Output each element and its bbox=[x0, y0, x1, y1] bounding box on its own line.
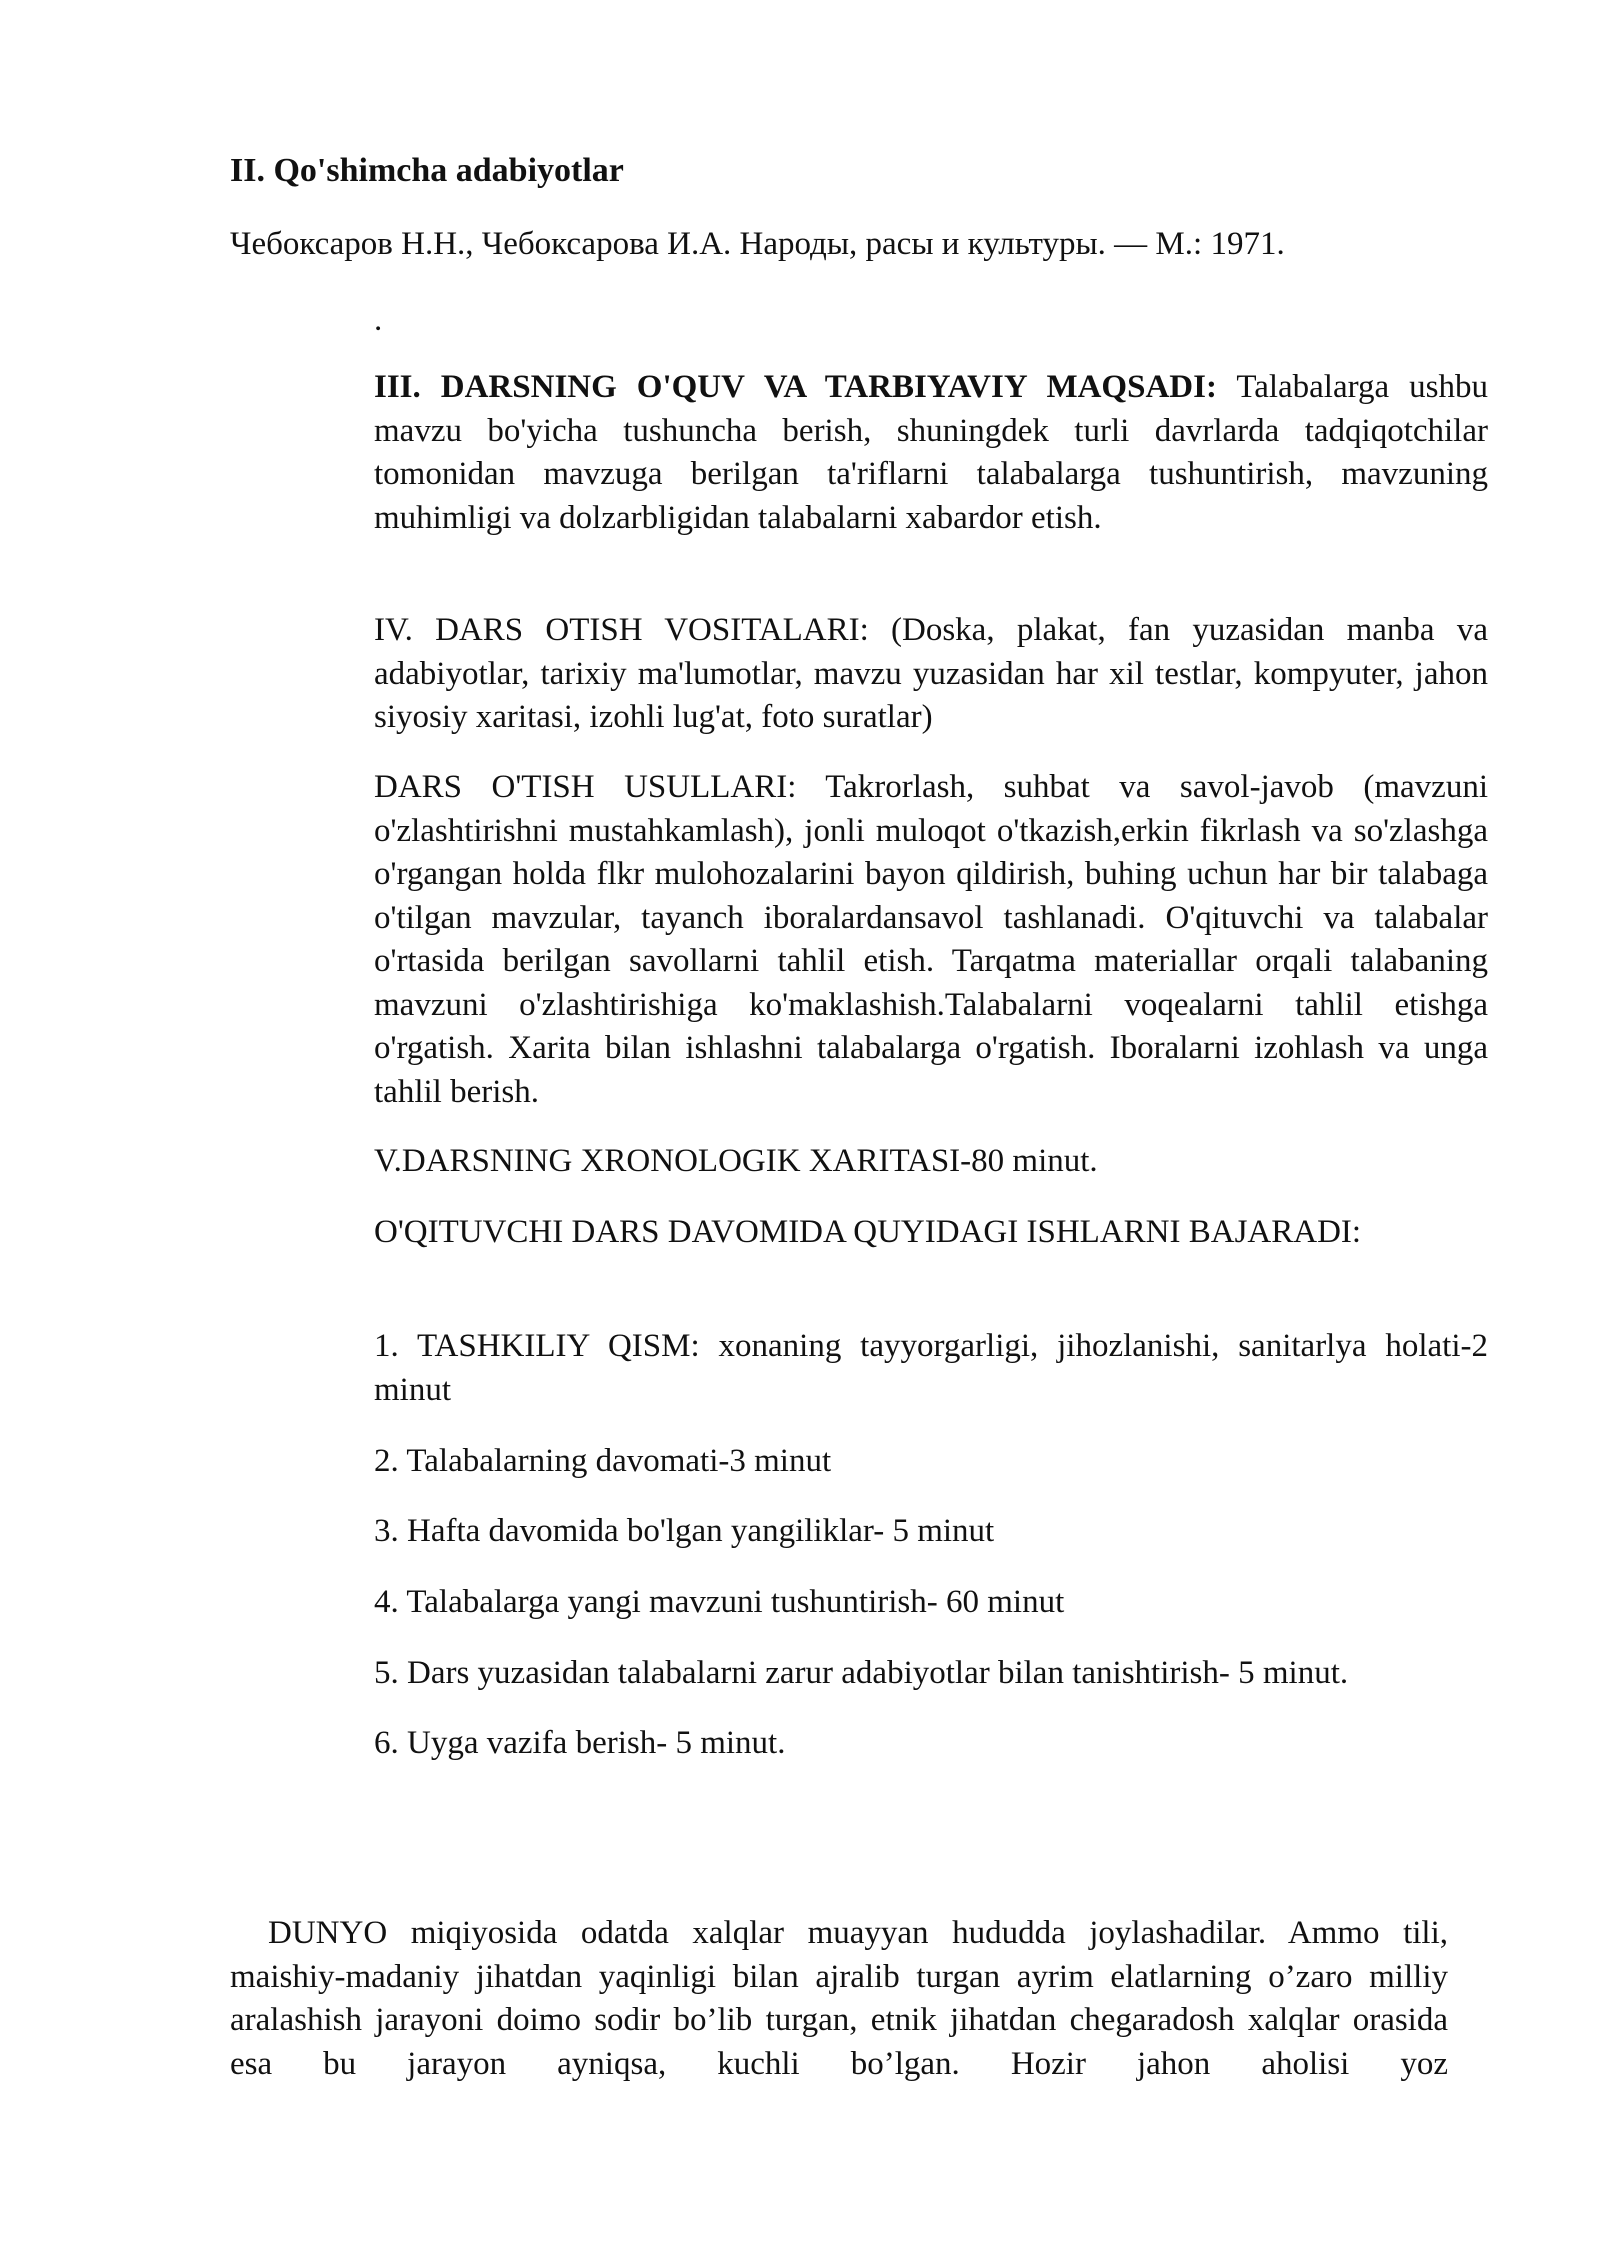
dot-marker: . bbox=[374, 302, 383, 338]
section-ii-heading: II. Qo'shimcha adabiyotlar bbox=[230, 152, 624, 189]
reference-entry: Чебоксаров Н.Н., Чебоксарова И.А. Народы, расы и культуры. — М.: 1971. bbox=[230, 226, 1285, 262]
section-iii-heading: III. DARSNING O'QUV VA TARBIYAVIY MAQSADI: bbox=[374, 369, 1217, 405]
methods-paragraph: DARS O'TISH USULLARI: Takrorlash, suhbat va savol-javob (mavzuni o'zlashtirishni mustahkamlash), jonli muloqot o'tkazish,erkin fikrlash va so'zlashga o'rgangan holda flkr mulohozalarini bayon qildirish, buhing uchun har bir talabaga o'tilgan mavzular, tayanch iboralardansavol tashlanadi. O'qituvchi va talabalar o'rtasida berilgan savollarni tahlil etish. Tarqatma materiallar orqali talabaning mavzuni o'zlashtirishiga ko'maklashish.Talabalarni voqealarni tahlil etishga o'rgatish. Xarita bilan ishlashni talabalarga o'rgatish. Iboralarni izohlash va unga tahlil berish. bbox=[374, 769, 1488, 1110]
timeline-item-6: 6. Uyga vazifa berish- 5 minut. bbox=[374, 1725, 786, 1761]
section-iv-paragraph: IV. DARS OTISH VOSITALARI: (Doska, plakat, fan yuzasidan manba va adabiyotlar, tarixiy ma'lumotlar, mavzu yuzasidan har xil testlar, kompyuter, jahon siyosiy xaritasi, izohli lug'at, foto suratlar) bbox=[374, 612, 1488, 735]
section-iii-text: Talabalarga ushbu mavzu bo'yicha tushuncha berish, shuningdek turli davrlarda tadqiqotchilar tomonidan mavzuga berilgan ta'riflarni talabalarga tushuntirish, mavzuning muhimligi va dolzarbligidan talabalarni xabardor etish. bbox=[374, 369, 1488, 536]
teacher-tasks-line: O'QITUVCHI DARS DAVOMIDA QUYIDAGI ISHLARNI BAJARADI: bbox=[374, 1214, 1362, 1250]
timeline-item-4: 4. Talabalarga yangi mavzuni tushuntirish- 60 minut bbox=[374, 1584, 1065, 1620]
bottom-paragraph: DUNYO miqiyosida odatda xalqlar muayyan hududda joylashadilar. Ammo tili, maishiy-madaniy jihatdan yaqinligi bilan ajralib turgan ayrim elatlarning o’zaro milliy aralashish jarayoni doimo sodir bo’lib turgan, etnik jihatdan chegaradosh xalqlar orasida esa bu jarayon ayniqsa, kuchli bo’lgan. Hozir jahon aholisi yoz bbox=[230, 1915, 1448, 2082]
timeline-item-5: 5. Dars yuzasidan talabalarni zarur adabiyotlar bilan tanishtirish- 5 minut. bbox=[374, 1655, 1349, 1691]
timeline-item-2: 2. Talabalarning davomati-3 minut bbox=[374, 1443, 832, 1479]
timeline-item-1: 1. TASHKILIY QISM: xonaning tayyorgarligi, jihozlanishi, sanitarlya holati-2 minut bbox=[374, 1328, 1488, 1408]
section-iii-paragraph bbox=[374, 366, 1488, 540]
section-v-title: V.DARSNING XRONOLOGIK XARITASI-80 minut. bbox=[374, 1143, 1098, 1179]
timeline-item-3: 3. Hafta davomida bo'lgan yangiliklar- 5 minut bbox=[374, 1513, 995, 1549]
